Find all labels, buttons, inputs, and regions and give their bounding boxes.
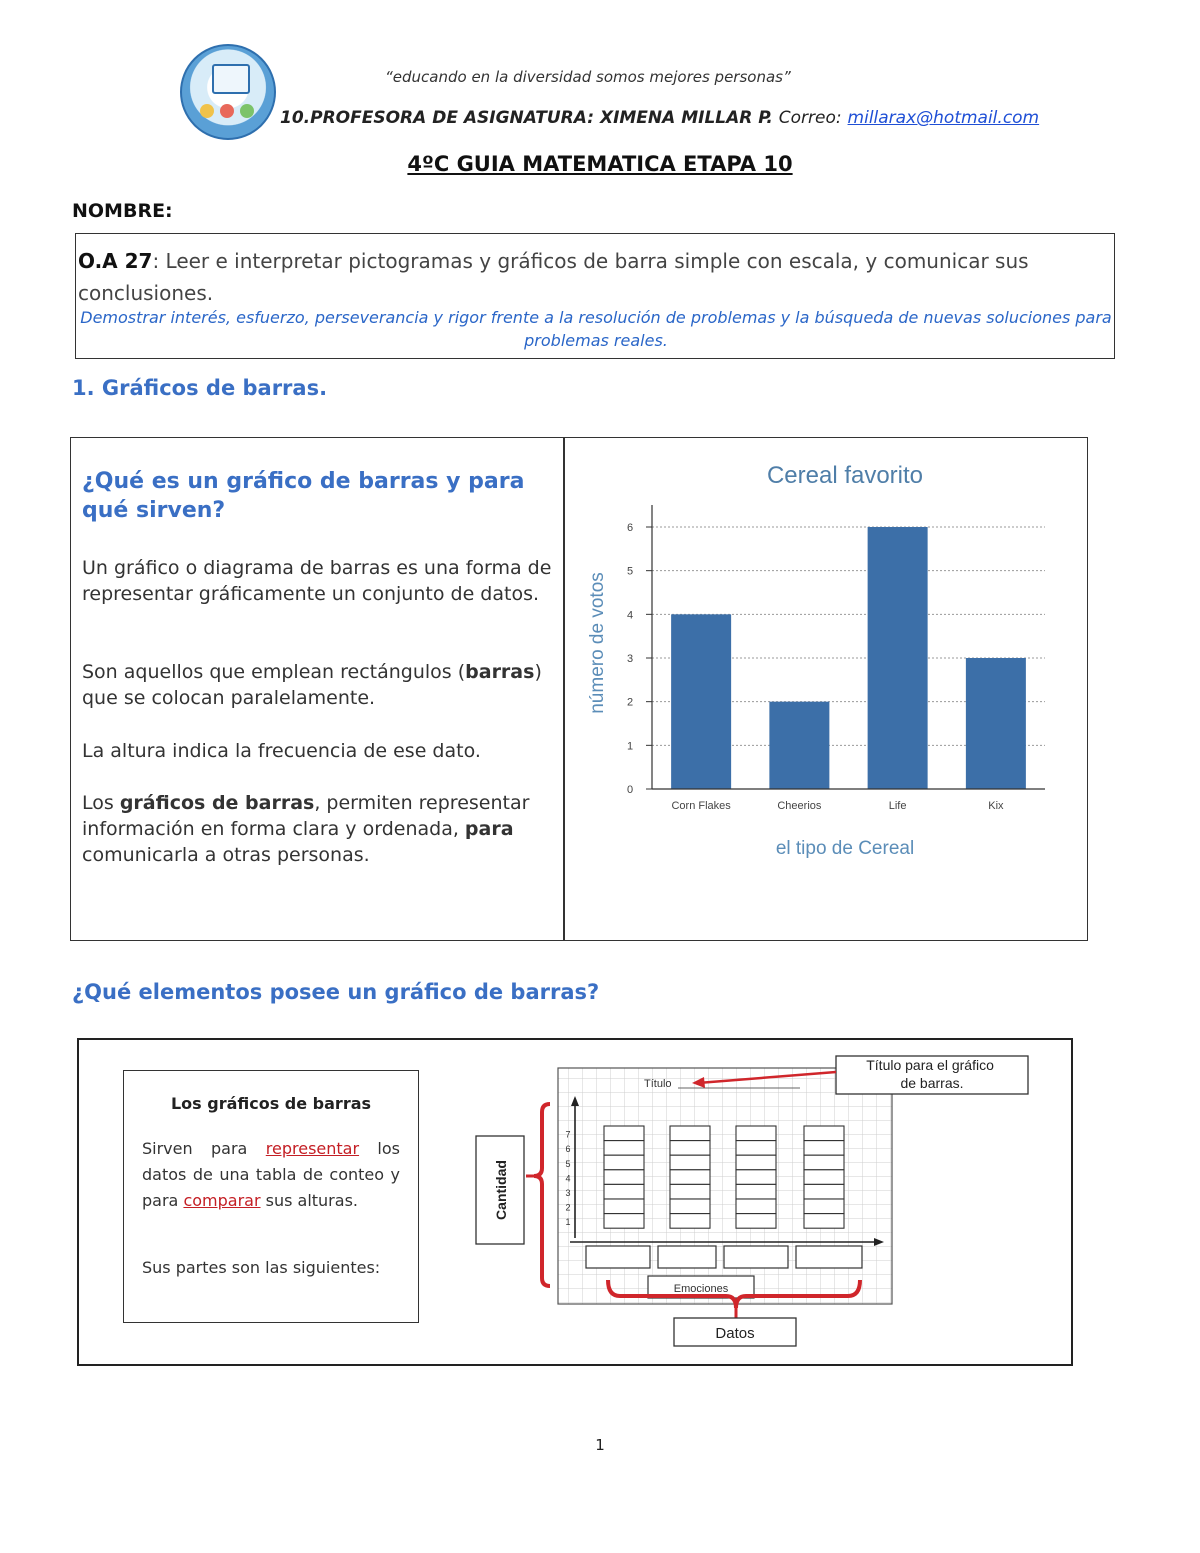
- text-run: comunicarla a otras personas.: [82, 844, 370, 866]
- objective-text: [78, 245, 1078, 309]
- email-label: Correo:: [778, 108, 842, 128]
- school-motto: “educando en la diversidad somos mejores personas”: [385, 68, 791, 86]
- bar-cell: [736, 1155, 776, 1170]
- y-tick-label: 6: [626, 522, 634, 534]
- datos-label: Datos: [715, 1325, 755, 1342]
- y-tick-label: 2: [626, 696, 634, 709]
- emociones-label: Emociones: [673, 1283, 729, 1295]
- bar-cell: [604, 1126, 644, 1141]
- bar-cell: [804, 1155, 844, 1170]
- category-box: [658, 1246, 716, 1268]
- y-number: 3: [565, 1188, 571, 1198]
- bar-cell: [670, 1184, 710, 1199]
- bar-cell: [604, 1155, 644, 1170]
- card-steps: Sus partes son las siguientes:: [142, 1258, 381, 1277]
- bar-cell: [670, 1170, 710, 1185]
- x-tick-label: Life: [888, 800, 907, 812]
- card-title: Los gráficos de barras: [170, 1094, 372, 1113]
- category-box: [586, 1246, 650, 1268]
- text-run: Sirven para: [142, 1139, 266, 1158]
- bar-chart-parts-diagram: [470, 1050, 1040, 1350]
- bar-cell: [736, 1170, 776, 1185]
- text-highlight: comparar: [183, 1191, 261, 1210]
- bar-cell: [604, 1170, 644, 1185]
- y-number: 7: [565, 1129, 571, 1140]
- page-title: 4ºC GUIA MATEMATICA ETAPA 10: [407, 152, 793, 176]
- chart-title: Cereal favorito: [766, 462, 924, 489]
- bar: [671, 614, 731, 789]
- bar-cell: [604, 1214, 644, 1229]
- bar-cell: [604, 1199, 644, 1214]
- paragraph: [82, 790, 552, 868]
- school-logo: [180, 44, 276, 140]
- cantidad-label: Cantidad: [493, 1160, 509, 1220]
- bar-cell: [736, 1214, 776, 1229]
- paragraph: Un gráfico o diagrama de barras es una forma de representar gráficamente un conjunto de datos.: [82, 557, 552, 605]
- y-tick-label: 4: [626, 609, 634, 622]
- x-tick-label: Cheerios: [777, 800, 822, 812]
- y-tick-label: 1: [626, 740, 634, 753]
- text-run: los datos de una tabla de conteo y para: [142, 1139, 401, 1210]
- objective-attitude: Demostrar interés, esfuerzo, perseverancia y rigor frente a la resolución de problemas y la búsqueda de nuevas soluciones para problemas reales.: [80, 308, 1112, 350]
- page-number: 1: [595, 1436, 605, 1454]
- text-run: sus alturas.: [260, 1191, 358, 1210]
- bar-cell: [736, 1141, 776, 1156]
- bar-cell: [804, 1126, 844, 1141]
- category-box: [796, 1246, 862, 1268]
- logo-child-icon: [240, 104, 254, 118]
- paragraph: [82, 659, 552, 711]
- section-heading: 1. Gráficos de barras.: [72, 376, 328, 400]
- bar-cell: [670, 1126, 710, 1141]
- titulo-label: Título: [644, 1078, 672, 1090]
- y-number: 5: [565, 1158, 571, 1169]
- x-tick-label: Kix: [988, 800, 1004, 812]
- logo-building-icon: [212, 64, 250, 94]
- category-box: [724, 1246, 788, 1268]
- cereal-bar-chart: [565, 439, 1085, 939]
- y-tick-label: 5: [626, 565, 634, 578]
- email-link[interactable]: millarax@hotmail.com: [847, 108, 1040, 128]
- teacher-name: 10.PROFESORA DE ASIGNATURA: XIMENA MILLAR P.: [280, 108, 773, 128]
- bar-cell: [804, 1141, 844, 1156]
- text-bold: para: [464, 818, 514, 840]
- logo-child-icon: [220, 104, 234, 118]
- name-field-label: NOMBRE:: [72, 200, 173, 222]
- text-run: Son aquellos que emplean rectángulos (: [82, 661, 466, 683]
- cantidad-bracket: [534, 1104, 550, 1286]
- question-heading: ¿Qué es un gráfico de barras y para qué sirven?: [82, 469, 525, 523]
- bar: [868, 527, 928, 789]
- text-run: , permiten representar información en forma clara y ordenada,: [82, 792, 530, 840]
- objective-code: O.A 27: [78, 249, 153, 273]
- x-tick-label: Corn Flakes: [671, 800, 731, 812]
- y-tick-label: 3: [626, 653, 634, 665]
- text-bold: barras: [465, 661, 535, 683]
- bar-cell: [804, 1199, 844, 1214]
- bar-cell: [804, 1184, 844, 1199]
- y-tick-label: 0: [626, 784, 634, 796]
- bar-cell: [604, 1184, 644, 1199]
- x-axis-label: el tipo de Cereal: [775, 838, 915, 859]
- text-bold: gráficos de barras: [119, 792, 315, 814]
- bar-cell: [736, 1184, 776, 1199]
- bar-cell: [670, 1155, 710, 1170]
- bar-cell: [670, 1141, 710, 1156]
- y-number: 1: [565, 1217, 571, 1228]
- paragraph: La altura indica la frecuencia de ese dato.: [82, 740, 481, 762]
- bar-cell: [804, 1214, 844, 1229]
- y-number: 2: [565, 1202, 571, 1213]
- logo-child-icon: [200, 104, 214, 118]
- section-heading: ¿Qué elementos posee un gráfico de barras?: [72, 980, 600, 1004]
- bar-cell: [804, 1170, 844, 1185]
- card-text: [142, 1136, 400, 1214]
- bar: [966, 658, 1026, 789]
- title-callout: Título para el gráfico de barras.: [866, 1057, 994, 1091]
- bar-cell: [736, 1199, 776, 1214]
- objective-description: : Leer e interpretar pictogramas y gráficos de barra simple con escala, y comunicar sus conclusiones.: [78, 249, 1029, 305]
- bar-cell: [604, 1141, 644, 1156]
- text-run: ) que se colocan paralelamente.: [82, 661, 542, 709]
- bar-cell: [670, 1214, 710, 1229]
- y-axis-label: número de votos: [587, 572, 608, 714]
- text-run: Los: [82, 792, 120, 814]
- bar-cell: [670, 1199, 710, 1214]
- bar: [769, 702, 829, 789]
- y-number: 4: [565, 1173, 571, 1184]
- y-number: 6: [565, 1144, 571, 1155]
- teacher-line: [280, 108, 1039, 128]
- text-highlight: representar: [265, 1139, 360, 1158]
- bar-cell: [736, 1126, 776, 1141]
